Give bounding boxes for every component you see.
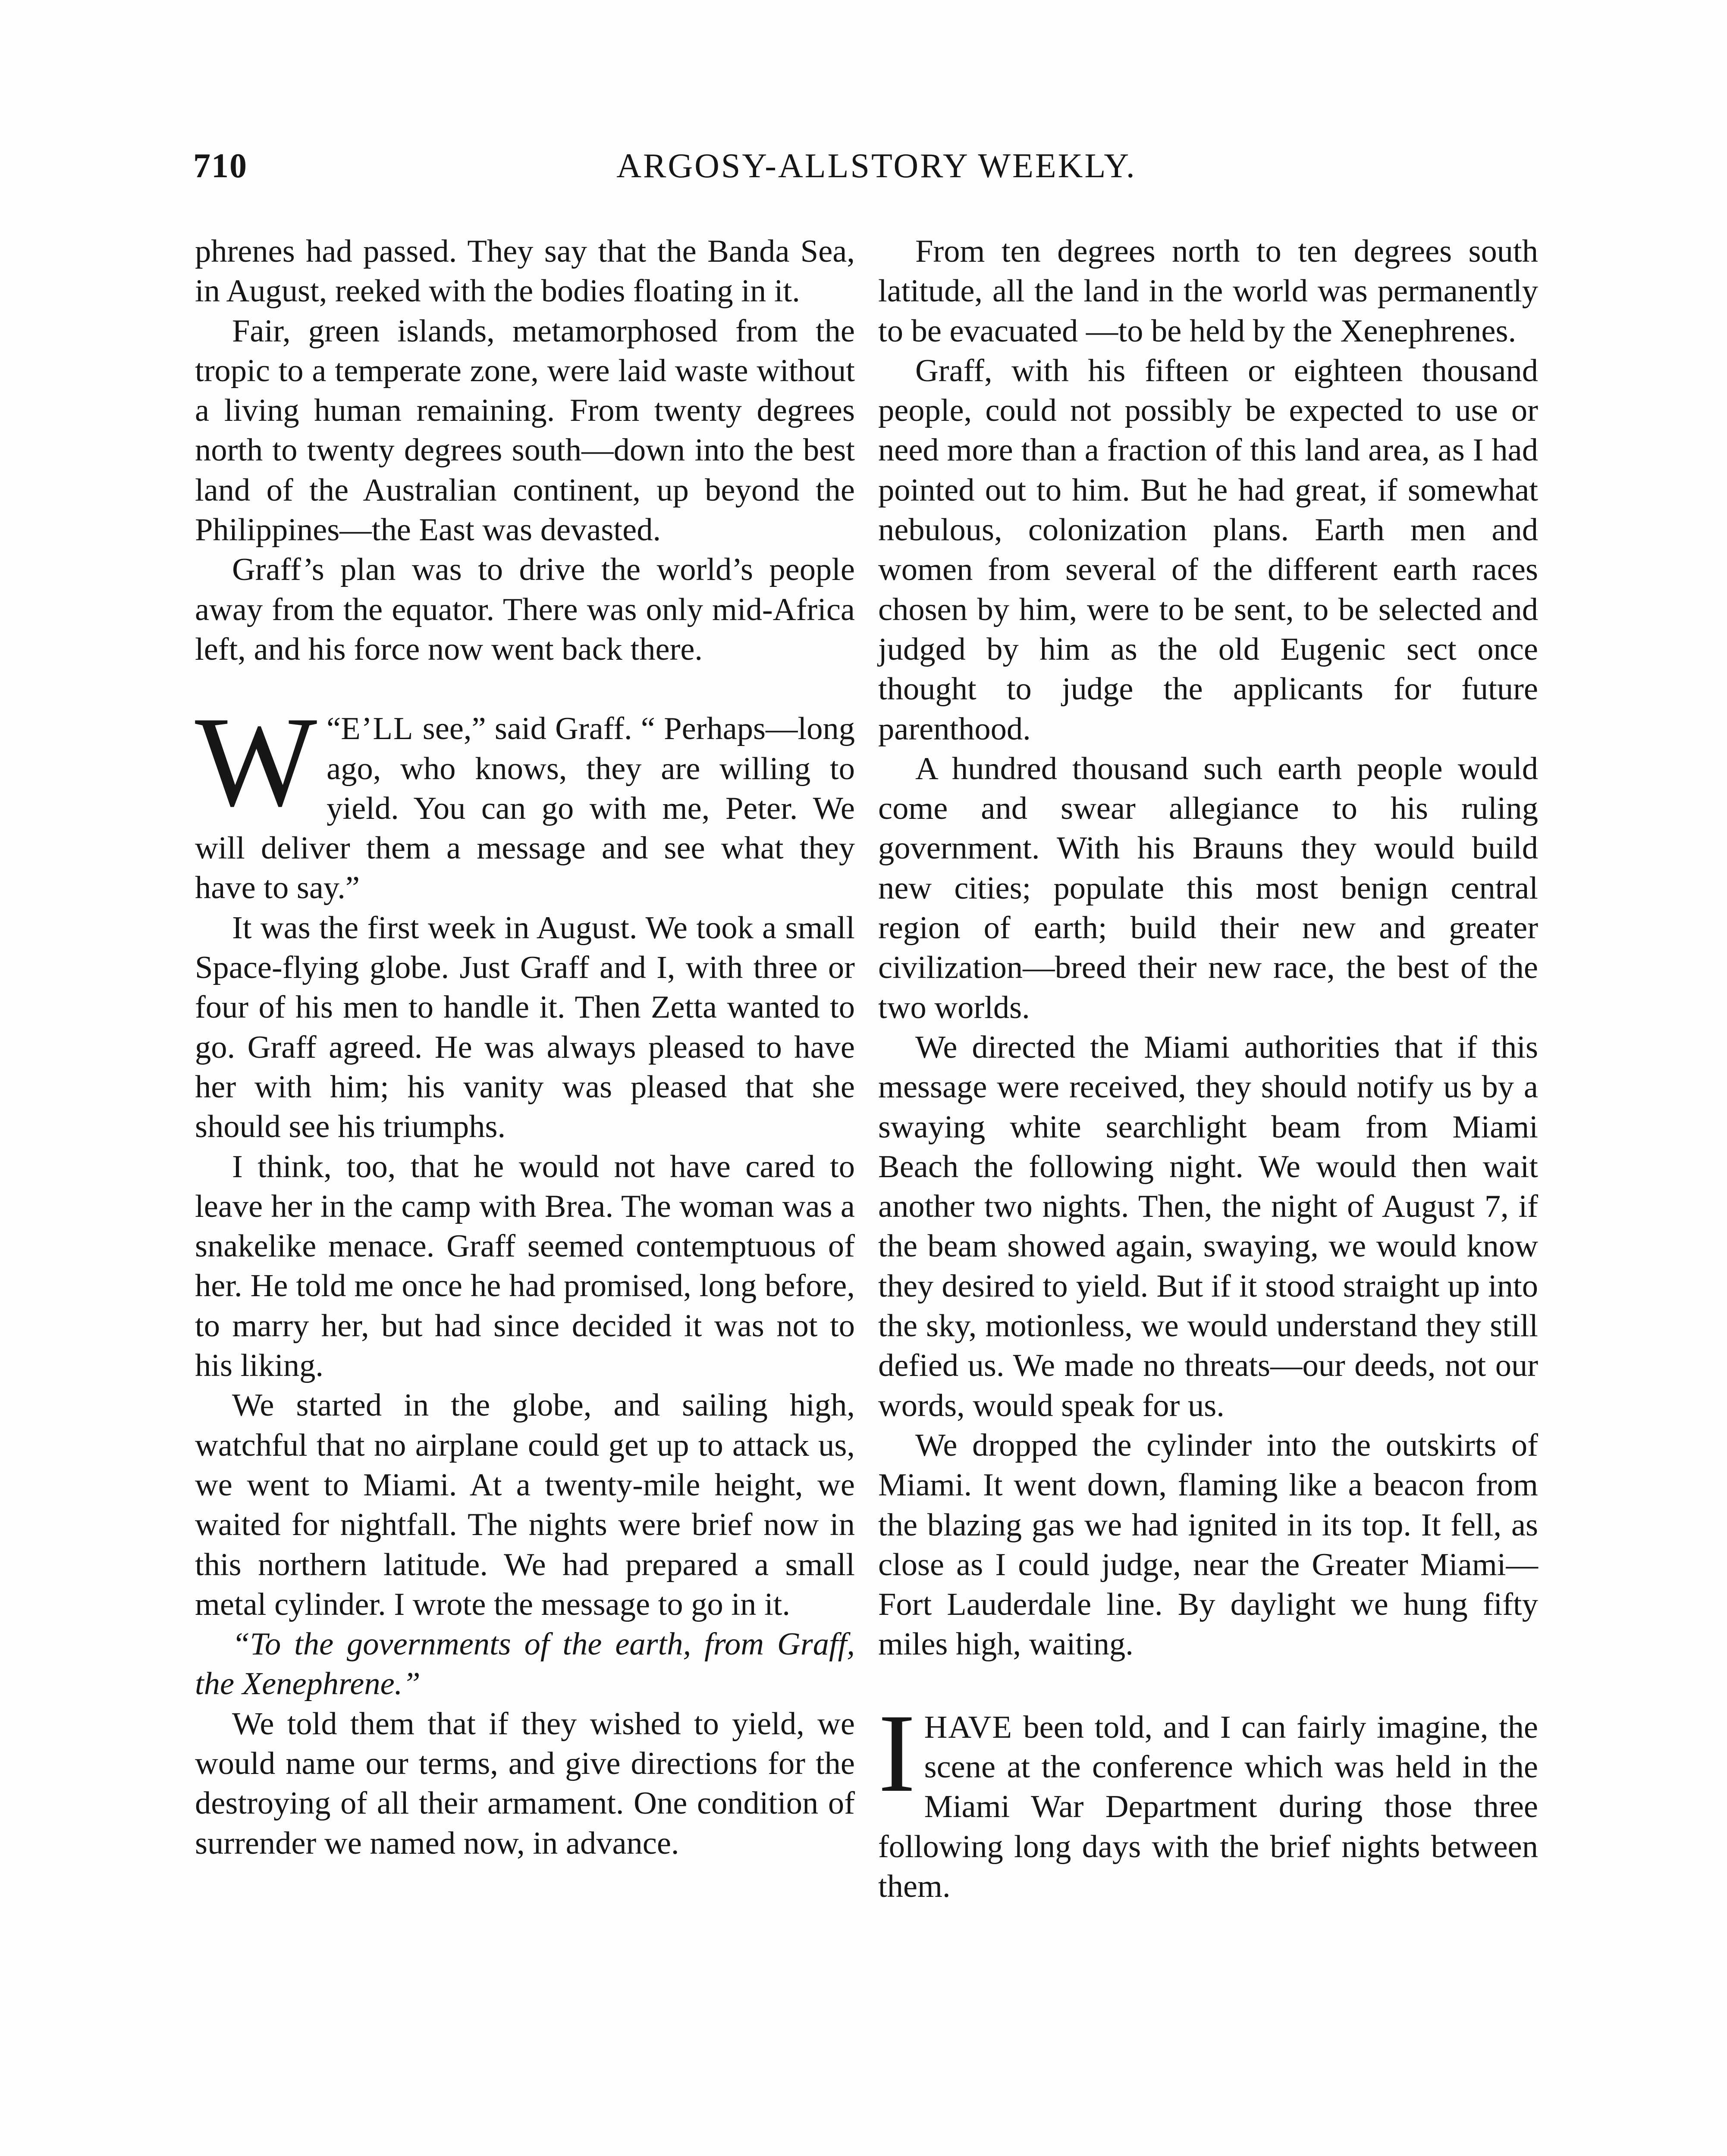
page-header (193, 147, 1560, 198)
paragraph: We directed the Miami authorities that if this message were received, they should notify us by a swaying white searchlight beam from Miami Beach the following night. We would then wait another two nights. Then, the night of August 7, if the beam showed again, swaying, we would know they desired to yield. But if it stood straight up into the sky, motionless, we would understand they still defied us. We made no threats—our deeds, not our words, would speak for us. (878, 1029, 1538, 1423)
paragraph: We started in the globe, and sailing high, watchful that no airplane could get up to attack us, we went to Miami. At a twenty-mile height, we waited for nightfall. The nights were brief now in this northern latitude. We had prepared a small metal cylinder. I wrote the message to go in it. (195, 1388, 855, 1622)
drop-cap: W (195, 690, 317, 834)
paragraph-text: been told, and I can fairly imagine, the scene at the conference which was held in the Miami War Department during those three following long days with the brief nights between them. (878, 1709, 1538, 1904)
paragraph-text: see,” said Graff. “ Perhaps—long ago, who knows, they are willing to yield. You can go with me, Peter. We will deliver them a message and see what they have to say.” (195, 711, 855, 906)
small-caps-lead: E’LL (341, 711, 414, 747)
paragraph: We dropped the cylinder into the outskirts of Miami. It went down, flaming like a beacon from the blazing gas we had ignited in its top. It fell, as close as I could judge, near the Greater Miami—Fort Lauderdale line. By daylight we hung fifty miles high, waiting. (878, 1427, 1538, 1662)
left-column (195, 232, 855, 1863)
paragraph: I think, too, that he would not have cared to leave her in the camp with Brea. The woman was a snakelike menace. Graff seemed contemptuous of her. He told me once he had promised, long before, to marry her, but had since decided it was not to his liking. (195, 1149, 855, 1384)
paragraph: We told them that if they wished to yield, we would name our terms, and give directions for the destroying of all their armament. One condition of surrender we named now, in advance. (195, 1706, 855, 1861)
drop-cap: I (878, 1691, 916, 1815)
paragraph: From ten degrees north to ten degrees south latitude, all the land in the world was permanently to be evacuated —to be held by the Xenephrenes. (878, 234, 1538, 349)
dropcap-paragraph (195, 690, 855, 908)
page-number: 710 (193, 147, 248, 185)
message-quote: “To the governments of the earth, from Graff, the Xenephrene.” (195, 1626, 855, 1702)
paragraph: Graff’s plan was to drive the world’s people away from the equator. There was only mid-Africa left, and his force now went back there. (195, 552, 855, 667)
right-column (878, 232, 1538, 1906)
paragraph: Fair, green islands, metamorphosed from the tropic to a temperate zone, were laid waste without a living human remaining. From twenty degrees north to twenty degrees south—down into the best land of the Australian continent, up beyond the Philippines—the East was devasted. (195, 313, 855, 548)
small-caps-lead: HAVE (924, 1709, 1013, 1745)
running-head: ARGOSY-ALLSTORY WEEKLY. (616, 147, 1137, 185)
paragraph: phrenes had passed. They say that the Banda Sea, in August, reeked with the bodies floating in it. (195, 234, 855, 309)
paragraph: It was the first week in August. We took a small Space-flying globe. Just Graff and I, with three or four of his men to handle it. Then Zetta wanted to go. Graff agreed. He was always pleased to have her with him; his vanity was pleased that she should see his triumphs. (195, 910, 855, 1145)
paragraph: Graff, with his fifteen or eighteen thousand people, could not possibly be expected to use or need more than a fraction of this land area, as I had pointed out to him. But he had great, if somewhat nebulous, colonization plans. Earth men and women from several of the different earth races chosen by him, were to be sent, to be selected and judged by him as the old Eugenic sect once thought to judge the applicants for future parenthood. (878, 353, 1538, 747)
open-quote: “ (327, 711, 341, 747)
dropcap-paragraph (878, 1691, 1538, 1906)
paragraph: A hundred thousand such earth people would come and swear allegiance to his ruling government. With his Brauns they would build new cities; populate this most benign central region of earth; build their new and greater civilization—breed their new race, the best of the two worlds. (878, 751, 1538, 1025)
